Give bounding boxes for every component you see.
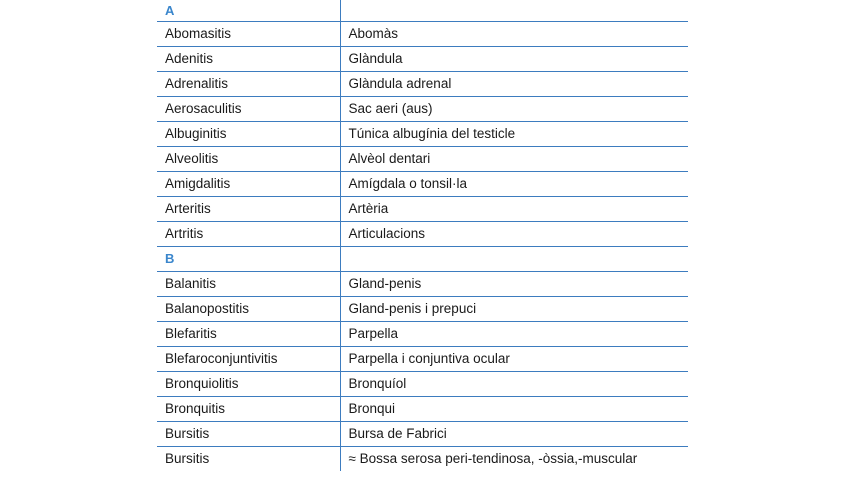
section-letter: B bbox=[157, 247, 340, 272]
table-row bbox=[157, 322, 688, 347]
table-row bbox=[157, 172, 688, 197]
table-row bbox=[157, 122, 688, 147]
term-cell: Balanopostitis bbox=[157, 297, 340, 322]
inflammation-glossary-table bbox=[157, 0, 688, 471]
definition-cell: Parpella bbox=[340, 322, 688, 347]
term-cell: Artritis bbox=[157, 222, 340, 247]
table-row bbox=[157, 72, 688, 97]
term-cell: Balanitis bbox=[157, 272, 340, 297]
definition-cell: Abomàs bbox=[340, 22, 688, 47]
definition-cell: Bursa de Fabrici bbox=[340, 422, 688, 447]
term-cell: Aerosaculitis bbox=[157, 97, 340, 122]
table-row bbox=[157, 347, 688, 372]
glossary-body bbox=[157, 0, 688, 471]
section-empty-cell bbox=[340, 247, 688, 272]
table-row bbox=[157, 97, 688, 122]
table-row bbox=[157, 222, 688, 247]
section-letter: A bbox=[157, 0, 340, 22]
definition-cell: Parpella i conjuntiva ocular bbox=[340, 347, 688, 372]
definition-cell: Alvèol dentari bbox=[340, 147, 688, 172]
definition-cell: Bronquíol bbox=[340, 372, 688, 397]
term-cell: Albuginitis bbox=[157, 122, 340, 147]
definition-cell: Artèria bbox=[340, 197, 688, 222]
term-cell: Bursitis bbox=[157, 422, 340, 447]
definition-cell: Bronqui bbox=[340, 397, 688, 422]
term-cell: Blefaritis bbox=[157, 322, 340, 347]
section-header-b bbox=[157, 247, 688, 272]
term-cell: Abomasitis bbox=[157, 22, 340, 47]
table-row bbox=[157, 197, 688, 222]
table-row bbox=[157, 22, 688, 47]
definition-cell: Glàndula bbox=[340, 47, 688, 72]
table-row bbox=[157, 422, 688, 447]
table-row bbox=[157, 372, 688, 397]
table-row bbox=[157, 397, 688, 422]
section-empty-cell bbox=[340, 0, 688, 22]
definition-cell: Amígdala o tonsil·la bbox=[340, 172, 688, 197]
section-header-a bbox=[157, 0, 688, 22]
term-cell: Bronquiolitis bbox=[157, 372, 340, 397]
term-cell: Adrenalitis bbox=[157, 72, 340, 97]
term-cell: Amigdalitis bbox=[157, 172, 340, 197]
term-cell: Blefaroconjuntivitis bbox=[157, 347, 340, 372]
definition-cell: ≈ Bossa serosa peri-tendinosa, -òssia,-muscular bbox=[340, 447, 688, 472]
term-cell: Adenitis bbox=[157, 47, 340, 72]
term-cell: Bursitis bbox=[165, 451, 210, 466]
table-row bbox=[157, 447, 688, 472]
definition-cell: Gland-penis i prepuci bbox=[340, 297, 688, 322]
term-cell: Bronquitis bbox=[157, 397, 340, 422]
term-cell: Arteritis bbox=[157, 197, 340, 222]
table-row bbox=[157, 297, 688, 322]
term-cell: Alveolitis bbox=[157, 147, 340, 172]
definition-cell: Gland-penis bbox=[340, 272, 688, 297]
table-row bbox=[157, 272, 688, 297]
table-row bbox=[157, 47, 688, 72]
definition-cell: Articulacions bbox=[340, 222, 688, 247]
definition-cell: Túnica albugínia del testicle bbox=[340, 122, 688, 147]
table-row bbox=[157, 147, 688, 172]
definition-cell: Glàndula adrenal bbox=[340, 72, 688, 97]
definition-cell: Sac aeri (aus) bbox=[340, 97, 688, 122]
